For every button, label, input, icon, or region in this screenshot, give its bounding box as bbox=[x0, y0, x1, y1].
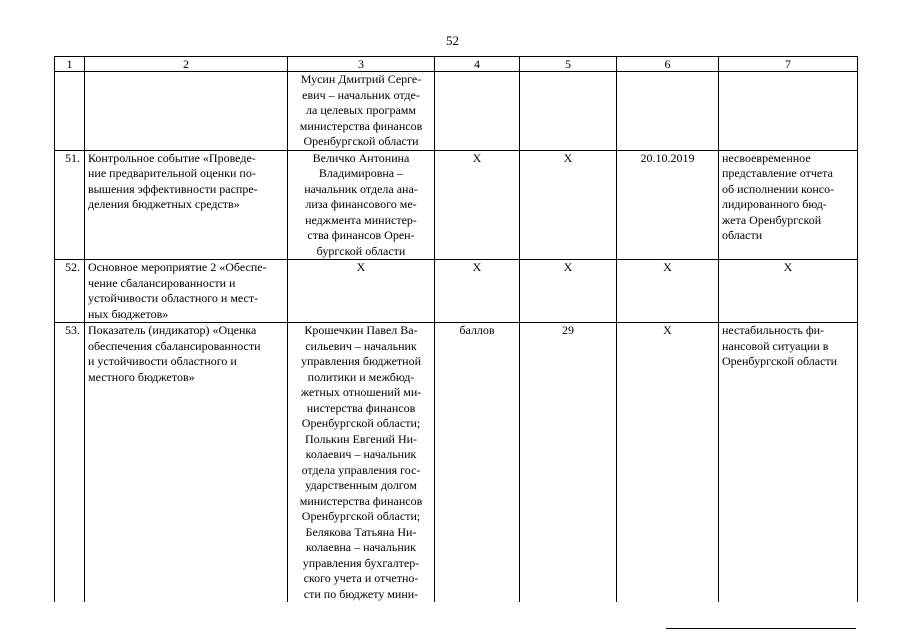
row-number bbox=[55, 72, 85, 151]
row-date: Х bbox=[617, 323, 719, 603]
table-row bbox=[55, 72, 858, 151]
bottom-divider bbox=[666, 628, 856, 629]
row-value: 29 bbox=[520, 323, 617, 603]
row-unit bbox=[435, 72, 520, 151]
page-number: 52 bbox=[446, 33, 459, 48]
row-value: Х bbox=[520, 260, 617, 323]
header-cell: 6 bbox=[617, 57, 719, 72]
row-name bbox=[85, 72, 288, 151]
row-name: Основное мероприятие 2 «Обеспе- чение сбалансированности и устойчивости областного и мест- ных бюджетов» bbox=[85, 260, 288, 323]
row-value: Х bbox=[520, 150, 617, 260]
row-name: Контрольное событие «Проведе- ние предварительной оценки по- вышения эффективности распре- деления бюджетных средств» bbox=[85, 150, 288, 260]
header-row bbox=[55, 57, 858, 72]
row-value bbox=[520, 72, 617, 151]
row-responsible: Мусин Дмитрий Серге- евич – начальник отде- ла целевых программ министерства финансов Оренбургской области bbox=[288, 72, 435, 151]
measures-table bbox=[54, 56, 858, 602]
header-cell: 3 bbox=[288, 57, 435, 72]
row-number: 51. bbox=[55, 150, 85, 260]
row-unit: Х bbox=[435, 150, 520, 260]
header-cell: 7 bbox=[719, 57, 858, 72]
row-risk: несвоевременное представление отчета об исполнении консо- лидированного бюд- жета Оренбургской области bbox=[719, 150, 858, 260]
row-responsible: Крошечкин Павел Ва- сильевич – начальник управления бюджетной политики и межбюд- жетных отношений ми- нистерства финансов Оренбургской области; Полькин Евгений Ни- колаевич – начальник отдела управления гос- ударственным долгом министерства финансов Оренбургской области; Белякова Татьяна Ни- колаевна – начальник управления бухгалтер- ского учета и отчетно- сти по бюджету мини- bbox=[288, 323, 435, 603]
table-row bbox=[55, 150, 858, 260]
row-risk bbox=[719, 72, 858, 151]
row-number: 53. bbox=[55, 323, 85, 603]
table-row bbox=[55, 260, 858, 323]
row-responsible: Х bbox=[288, 260, 435, 323]
row-name: Показатель (индикатор) «Оценка обеспечения сбалансированности и устойчивости областного и местного бюджетов» bbox=[85, 323, 288, 603]
header-cell: 1 bbox=[55, 57, 85, 72]
row-responsible: Величко Антонина Владимировна – начальник отдела ана- лиза финансового ме- неджмента министер- ства финансов Орен- бургской области bbox=[288, 150, 435, 260]
row-unit: баллов bbox=[435, 323, 520, 603]
row-risk: нестабильность фи- нансовой ситуации в Оренбургской области bbox=[719, 323, 858, 603]
row-date: Х bbox=[617, 260, 719, 323]
row-risk: Х bbox=[719, 260, 858, 323]
header-cell: 5 bbox=[520, 57, 617, 72]
table-row bbox=[55, 323, 858, 603]
row-unit: Х bbox=[435, 260, 520, 323]
header-cell: 4 bbox=[435, 57, 520, 72]
header-cell: 2 bbox=[85, 57, 288, 72]
row-number: 52. bbox=[55, 260, 85, 323]
row-date: 20.10.2019 bbox=[617, 150, 719, 260]
row-date bbox=[617, 72, 719, 151]
